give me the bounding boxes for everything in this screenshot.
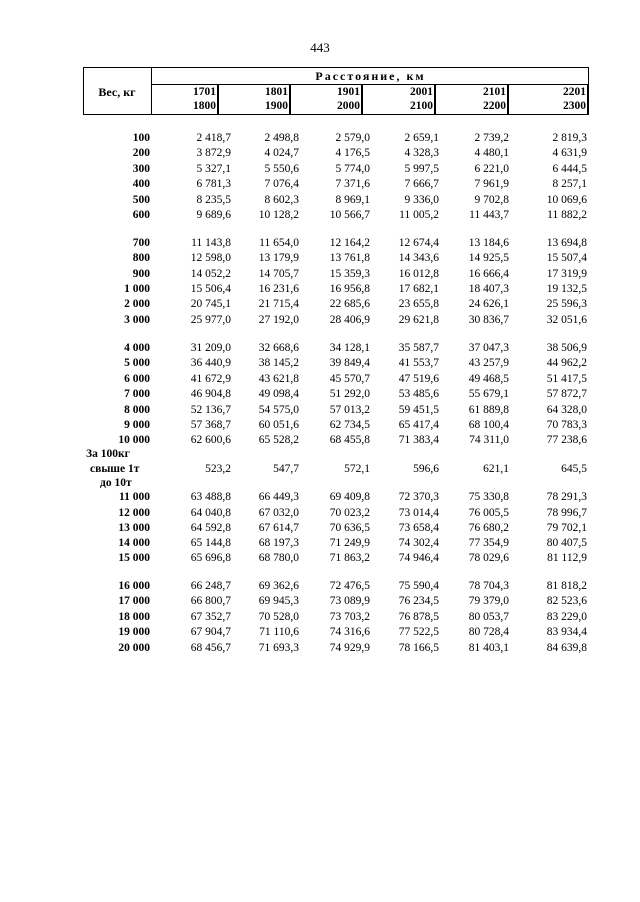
tariff-value-cell: 7 076,4 — [264, 178, 299, 190]
surcharge-label-line-2: свыше 1т — [90, 463, 140, 475]
tariff-value-cell: 78 166,5 — [398, 642, 439, 654]
tariff-value-cell: 11 882,2 — [547, 209, 587, 221]
distance-column-to: 2300 — [563, 100, 586, 112]
weight-cell: 200 — [132, 147, 150, 159]
table-row — [0, 507, 640, 522]
tariff-value-cell: 64 040,8 — [190, 507, 231, 519]
tariff-value-cell: 69 409,8 — [329, 491, 370, 503]
weight-cell: 15 000 — [118, 552, 150, 564]
tariff-value-cell: 75 330,8 — [468, 491, 509, 503]
tariff-value-cell: 51 292,0 — [329, 388, 370, 400]
tariff-value-cell: 82 523,6 — [546, 595, 587, 607]
tariff-value-cell: 25 596,3 — [546, 298, 587, 310]
tariff-value-cell: 2 659,1 — [404, 132, 439, 144]
tariff-value-cell: 21 715,4 — [258, 298, 299, 310]
tariff-value-cell: 24 626,1 — [468, 298, 509, 310]
tariff-value-cell: 10 566,7 — [329, 209, 370, 221]
surcharge-row — [0, 463, 640, 478]
tariff-value-cell: 28 406,9 — [329, 314, 370, 326]
tariff-value-cell: 49 468,5 — [468, 373, 509, 385]
distance-header: Расстояние, км — [315, 69, 426, 83]
table-row — [0, 342, 640, 357]
tariff-value-cell: 67 614,7 — [258, 522, 299, 534]
tariff-value-cell: 4 176,5 — [335, 147, 370, 159]
distance-column-from: 2201 — [563, 86, 586, 98]
table-row — [0, 194, 640, 209]
table-row — [0, 626, 640, 641]
tariff-value-cell: 6 444,5 — [552, 163, 587, 175]
table-row — [0, 611, 640, 626]
tariff-value-cell: 7 961,9 — [474, 178, 509, 190]
tariff-value-cell: 45 570,7 — [329, 373, 370, 385]
distance-column-to: 2100 — [410, 100, 433, 112]
tariff-value-cell: 12 674,4 — [398, 237, 439, 249]
tariff-value-cell: 8 257,1 — [552, 178, 587, 190]
tariff-value-cell: 70 636,5 — [329, 522, 370, 534]
weight-cell: 12 000 — [118, 507, 150, 519]
tariff-value-cell: 84 639,8 — [546, 642, 587, 654]
weight-cell: 900 — [132, 268, 150, 280]
table-row — [0, 147, 640, 162]
table-row — [0, 163, 640, 178]
weight-cell: 800 — [132, 252, 150, 264]
tariff-value-cell: 14 343,6 — [398, 252, 439, 264]
tariff-value-cell: 15 507,4 — [546, 252, 587, 264]
tariff-value-cell: 38 506,9 — [546, 342, 587, 354]
tariff-value-cell: 61 889,8 — [468, 404, 509, 416]
tariff-value-cell: 38 145,2 — [258, 357, 299, 369]
tariff-value-cell: 9 336,0 — [404, 194, 439, 206]
tariff-value-cell: 78 996,7 — [546, 507, 587, 519]
tariff-value-cell: 80 407,5 — [546, 537, 587, 549]
tariff-value-cell: 18 407,3 — [468, 283, 509, 295]
tariff-value-cell: 76 005,5 — [468, 507, 509, 519]
tariff-value-cell: 76 878,5 — [398, 611, 439, 623]
table-row — [0, 434, 640, 449]
tariff-value-cell: 41 672,9 — [190, 373, 231, 385]
tariff-value-cell: 81 818,2 — [546, 580, 587, 592]
weight-cell: 18 000 — [118, 611, 150, 623]
distance-column-from: 1801 — [265, 86, 288, 98]
tariff-value-cell: 2 819,3 — [552, 132, 587, 144]
tariff-value-cell: 53 485,6 — [398, 388, 439, 400]
tariff-value-cell: 16 956,8 — [329, 283, 370, 295]
tariff-value-cell: 68 455,8 — [329, 434, 370, 446]
table-row — [0, 595, 640, 610]
tariff-value-cell: 10 128,2 — [258, 209, 299, 221]
table-row — [0, 237, 640, 252]
tariff-value-cell: 15 506,4 — [190, 283, 231, 295]
tariff-value-cell: 13 184,6 — [468, 237, 509, 249]
tariff-value-cell: 77 522,5 — [398, 626, 439, 638]
tariff-value-cell: 69 362,6 — [258, 580, 299, 592]
tariff-value-cell: 57 872,7 — [546, 388, 587, 400]
table-row — [0, 388, 640, 403]
tariff-value-cell: 2 739,2 — [474, 132, 509, 144]
weight-cell: 5 000 — [124, 357, 150, 369]
header-column-divider — [362, 84, 363, 115]
tariff-value-cell: 80 728,4 — [468, 626, 509, 638]
tariff-value-cell: 11 143,8 — [191, 237, 231, 249]
weight-cell: 11 000 — [119, 491, 150, 503]
tariff-value-cell: 54 575,0 — [258, 404, 299, 416]
tariff-value-cell: 71 110,6 — [259, 626, 299, 638]
table-row — [0, 209, 640, 224]
weight-cell: 16 000 — [118, 580, 150, 592]
table-row — [0, 580, 640, 595]
tariff-value-cell: 62 600,6 — [190, 434, 231, 446]
tariff-value-cell: 65 417,4 — [398, 419, 439, 431]
tariff-value-cell: 14 705,7 — [258, 268, 299, 280]
tariff-value-cell: 76 234,5 — [398, 595, 439, 607]
tariff-value-cell: 57 368,7 — [190, 419, 231, 431]
tariff-value-cell: 11 443,7 — [469, 209, 509, 221]
tariff-value-cell: 16 231,6 — [258, 283, 299, 295]
surcharge-value: 596,6 — [413, 463, 439, 475]
tariff-value-cell: 43 621,8 — [258, 373, 299, 385]
surcharge-label-line-3: до 10т — [100, 477, 132, 489]
tariff-value-cell: 74 929,9 — [329, 642, 370, 654]
tariff-value-cell: 72 476,5 — [329, 580, 370, 592]
tariff-value-cell: 47 519,6 — [398, 373, 439, 385]
header-column-divider — [290, 84, 291, 115]
tariff-value-cell: 4 328,3 — [404, 147, 439, 159]
weight-cell: 19 000 — [118, 626, 150, 638]
tariff-value-cell: 60 051,6 — [258, 419, 299, 431]
surcharge-value: 572,1 — [344, 463, 370, 475]
tariff-value-cell: 32 051,6 — [546, 314, 587, 326]
tariff-value-cell: 14 925,5 — [468, 252, 509, 264]
distance-column-to: 1800 — [193, 100, 216, 112]
tariff-value-cell: 7 371,6 — [335, 178, 370, 190]
surcharge-value: 523,2 — [205, 463, 231, 475]
tariff-value-cell: 34 128,1 — [329, 342, 370, 354]
tariff-value-cell: 2 579,0 — [335, 132, 370, 144]
weight-cell: 6 000 — [124, 373, 150, 385]
tariff-value-cell: 68 197,3 — [258, 537, 299, 549]
tariff-value-cell: 59 451,5 — [398, 404, 439, 416]
surcharge-value: 547,7 — [273, 463, 299, 475]
tariff-value-cell: 74 302,4 — [398, 537, 439, 549]
tariff-value-cell: 30 836,7 — [468, 314, 509, 326]
tariff-value-cell: 25 977,0 — [190, 314, 231, 326]
distance-column-to: 2200 — [483, 100, 506, 112]
surcharge-label-line-1: За 100кг — [86, 448, 130, 460]
tariff-value-cell: 22 685,6 — [329, 298, 370, 310]
weight-cell: 7 000 — [124, 388, 150, 400]
weight-cell: 300 — [132, 163, 150, 175]
tariff-value-cell: 77 238,6 — [546, 434, 587, 446]
tariff-value-cell: 9 702,8 — [474, 194, 509, 206]
tariff-value-cell: 12 598,0 — [190, 252, 231, 264]
tariff-value-cell: 4 631,9 — [552, 147, 587, 159]
table-row — [0, 314, 640, 329]
tariff-value-cell: 43 257,9 — [468, 357, 509, 369]
weight-cell: 8 000 — [124, 404, 150, 416]
table-row — [0, 552, 640, 567]
tariff-value-cell: 17 319,9 — [546, 268, 587, 280]
tariff-value-cell: 74 946,4 — [398, 552, 439, 564]
tariff-value-cell: 77 354,9 — [468, 537, 509, 549]
table-row — [0, 298, 640, 313]
distance-column-from: 2101 — [483, 86, 506, 98]
tariff-value-cell: 79 379,0 — [468, 595, 509, 607]
table-row — [0, 419, 640, 434]
table-row — [0, 404, 640, 419]
table-row — [0, 491, 640, 506]
tariff-value-cell: 67 032,0 — [258, 507, 299, 519]
tariff-value-cell: 16 012,8 — [398, 268, 439, 280]
tariff-value-cell: 6 221,0 — [474, 163, 509, 175]
weight-cell: 20 000 — [118, 642, 150, 654]
weight-cell: 1 000 — [124, 283, 150, 295]
header-cell-edge — [587, 84, 588, 115]
tariff-value-cell: 81 112,9 — [547, 552, 587, 564]
table-row — [0, 283, 640, 298]
distance-column-from: 1901 — [337, 86, 360, 98]
weight-cell: 600 — [132, 209, 150, 221]
tariff-value-cell: 80 053,7 — [468, 611, 509, 623]
tariff-value-cell: 71 249,9 — [329, 537, 370, 549]
tariff-value-cell: 65 144,8 — [190, 537, 231, 549]
tariff-value-cell: 70 023,2 — [329, 507, 370, 519]
tariff-value-cell: 78 291,3 — [546, 491, 587, 503]
surcharge-value: 645,5 — [561, 463, 587, 475]
tariff-value-cell: 73 014,4 — [398, 507, 439, 519]
weight-cell: 100 — [132, 132, 150, 144]
tariff-value-cell: 66 800,7 — [190, 595, 231, 607]
tariff-value-cell: 76 680,2 — [468, 522, 509, 534]
tariff-value-cell: 46 904,8 — [190, 388, 231, 400]
tariff-value-cell: 67 352,7 — [190, 611, 231, 623]
tariff-value-cell: 62 734,5 — [329, 419, 370, 431]
header-top-rule — [83, 67, 589, 68]
tariff-value-cell: 36 440,9 — [190, 357, 231, 369]
tariff-value-cell: 49 098,4 — [258, 388, 299, 400]
weight-cell: 17 000 — [118, 595, 150, 607]
tariff-value-cell: 69 945,3 — [258, 595, 299, 607]
tariff-value-cell: 63 488,8 — [190, 491, 231, 503]
tariff-value-cell: 2 418,7 — [196, 132, 231, 144]
table-row — [0, 642, 640, 657]
weight-cell: 400 — [132, 178, 150, 190]
tariff-value-cell: 29 621,8 — [398, 314, 439, 326]
weight-cell: 2 000 — [124, 298, 150, 310]
tariff-value-cell: 52 136,7 — [190, 404, 231, 416]
tariff-value-cell: 5 550,6 — [264, 163, 299, 175]
tariff-value-cell: 8 969,1 — [335, 194, 370, 206]
tariff-value-cell: 66 248,7 — [190, 580, 231, 592]
tariff-value-cell: 19 132,5 — [546, 283, 587, 295]
tariff-value-cell: 10 069,6 — [546, 194, 587, 206]
weight-cell: 4 000 — [124, 342, 150, 354]
weight-column-header: Вес, кг — [98, 85, 136, 99]
tariff-value-cell: 83 229,0 — [546, 611, 587, 623]
table-row — [0, 252, 640, 267]
header-column-divider — [508, 84, 509, 115]
tariff-value-cell: 32 668,6 — [258, 342, 299, 354]
tariff-value-cell: 66 449,3 — [258, 491, 299, 503]
tariff-value-cell: 74 316,6 — [329, 626, 370, 638]
page-number: 443 — [310, 40, 330, 55]
tariff-value-cell: 8 602,3 — [264, 194, 299, 206]
tariff-value-cell: 27 192,0 — [258, 314, 299, 326]
tariff-value-cell: 14 052,2 — [190, 268, 231, 280]
tariff-value-cell: 70 783,3 — [546, 419, 587, 431]
tariff-value-cell: 67 904,7 — [190, 626, 231, 638]
weight-cell: 3 000 — [124, 314, 150, 326]
tariff-value-cell: 73 703,2 — [329, 611, 370, 623]
tariff-value-cell: 3 872,9 — [196, 147, 231, 159]
table-row — [0, 178, 640, 193]
tariff-value-cell: 81 403,1 — [468, 642, 509, 654]
header-bottom-rule — [83, 114, 589, 115]
tariff-value-cell: 37 047,3 — [468, 342, 509, 354]
tariff-value-cell: 64 592,8 — [190, 522, 231, 534]
table-row — [0, 373, 640, 388]
header-column-divider — [435, 84, 436, 115]
tariff-value-cell: 11 654,0 — [259, 237, 299, 249]
tariff-value-cell: 13 179,9 — [258, 252, 299, 264]
tariff-value-cell: 6 781,3 — [196, 178, 231, 190]
tariff-value-cell: 73 089,9 — [329, 595, 370, 607]
header-column-divider — [218, 84, 219, 115]
tariff-value-cell: 44 962,2 — [546, 357, 587, 369]
tariff-value-cell: 23 655,8 — [398, 298, 439, 310]
tariff-value-cell: 73 658,4 — [398, 522, 439, 534]
table-row — [0, 537, 640, 552]
table-row — [0, 522, 640, 537]
tariff-value-cell: 2 498,8 — [264, 132, 299, 144]
tariff-value-cell: 64 328,0 — [546, 404, 587, 416]
tariff-value-cell: 5 327,1 — [196, 163, 231, 175]
table-row — [0, 132, 640, 147]
weight-cell: 700 — [132, 237, 150, 249]
tariff-value-cell: 15 359,3 — [329, 268, 370, 280]
tariff-value-cell: 68 780,0 — [258, 552, 299, 564]
tariff-value-cell: 7 666,7 — [404, 178, 439, 190]
tariff-value-cell: 65 696,8 — [190, 552, 231, 564]
tariff-value-cell: 8 235,5 — [196, 194, 231, 206]
tariff-value-cell: 51 417,5 — [546, 373, 587, 385]
distance-column-to: 2000 — [337, 100, 360, 112]
tariff-value-cell: 74 311,0 — [469, 434, 509, 446]
tariff-value-cell: 78 704,3 — [468, 580, 509, 592]
tariff-value-cell: 39 849,4 — [329, 357, 370, 369]
weight-cell: 10 000 — [118, 434, 150, 446]
tariff-value-cell: 5 997,5 — [404, 163, 439, 175]
tariff-value-cell: 20 745,1 — [190, 298, 231, 310]
tariff-value-cell: 13 761,8 — [329, 252, 370, 264]
tariff-value-cell: 68 456,7 — [190, 642, 231, 654]
tariff-value-cell: 71 383,4 — [398, 434, 439, 446]
weight-cell: 9 000 — [124, 419, 150, 431]
tariff-value-cell: 12 164,2 — [329, 237, 370, 249]
distance-column-from: 2001 — [410, 86, 433, 98]
tariff-value-cell: 13 694,8 — [546, 237, 587, 249]
weight-cell: 14 000 — [118, 537, 150, 549]
tariff-value-cell: 83 934,4 — [546, 626, 587, 638]
tariff-value-cell: 68 100,4 — [468, 419, 509, 431]
surcharge-value: 621,1 — [483, 463, 509, 475]
distance-column-from: 1701 — [193, 86, 216, 98]
table-row — [0, 357, 640, 372]
tariff-value-cell: 71 693,3 — [258, 642, 299, 654]
tariff-value-cell: 65 528,2 — [258, 434, 299, 446]
tariff-value-cell: 5 774,0 — [335, 163, 370, 175]
tariff-value-cell: 78 029,6 — [468, 552, 509, 564]
tariff-value-cell: 4 480,1 — [474, 147, 509, 159]
tariff-value-cell: 41 553,7 — [398, 357, 439, 369]
tariff-value-cell: 31 209,0 — [190, 342, 231, 354]
tariff-value-cell: 71 863,2 — [329, 552, 370, 564]
tariff-value-cell: 79 702,1 — [546, 522, 587, 534]
tariff-value-cell: 70 528,0 — [258, 611, 299, 623]
tariff-value-cell: 9 689,6 — [196, 209, 231, 221]
tariff-value-cell: 55 679,1 — [468, 388, 509, 400]
weight-cell: 500 — [132, 194, 150, 206]
tariff-value-cell: 57 013,2 — [329, 404, 370, 416]
tariff-value-cell: 4 024,7 — [264, 147, 299, 159]
tariff-value-cell: 11 005,2 — [399, 209, 439, 221]
tariff-value-cell: 72 370,3 — [398, 491, 439, 503]
table-row — [0, 268, 640, 283]
tariff-value-cell: 35 587,7 — [398, 342, 439, 354]
tariff-value-cell: 75 590,4 — [398, 580, 439, 592]
table-header — [83, 67, 589, 115]
distance-column-to: 1900 — [265, 100, 288, 112]
tariff-value-cell: 17 682,1 — [398, 283, 439, 295]
weight-cell: 13 000 — [118, 522, 150, 534]
tariff-value-cell: 16 666,4 — [468, 268, 509, 280]
